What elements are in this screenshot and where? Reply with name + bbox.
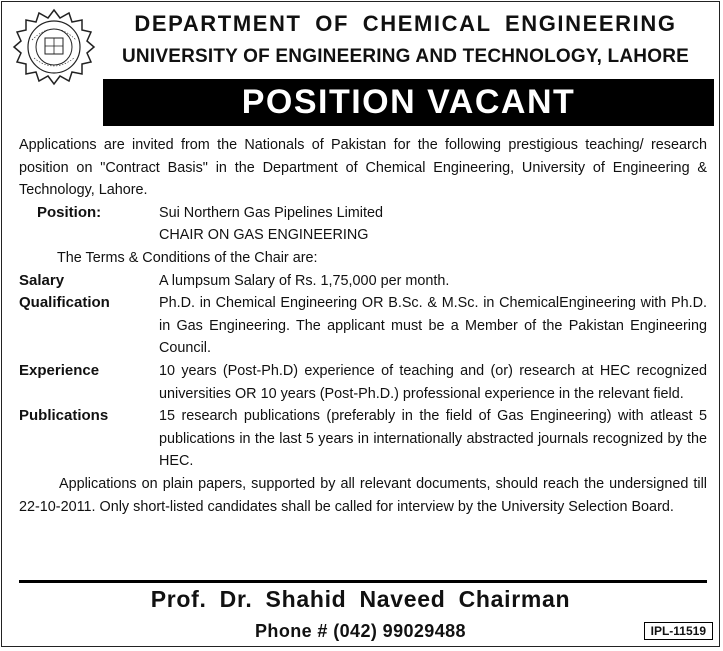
- phone-number: Phone # (042) 99029488: [255, 621, 466, 641]
- term-line: in the relevant field.: [558, 385, 684, 402]
- chairman-name: Prof. Dr. Shahid Naveed Chairman: [150, 586, 571, 612]
- position-value: [159, 202, 707, 247]
- term-line: 10 years (Post-Ph.D) experience of teaching and (or) research at HEC: [159, 362, 637, 379]
- ad-body: [19, 134, 707, 518]
- term-label: Salary: [19, 271, 65, 289]
- position-row: [19, 202, 707, 247]
- intro-paragraph: [19, 134, 707, 202]
- term-line: recognized universities OR 10 years (Post-Ph.D.) professional experience: [159, 362, 707, 402]
- term-label: Publications: [19, 407, 109, 425]
- position-chair: CHAIR ON GAS ENGINEERING: [159, 227, 369, 244]
- university-seal-icon: [12, 8, 96, 92]
- term-label: Qualification: [19, 294, 110, 312]
- term-line: atleast 5 publications in the last 5 years in internationally abstracted: [159, 408, 707, 447]
- term-experience: [19, 360, 707, 405]
- term-value: [159, 270, 707, 293]
- term-qualification: [19, 292, 707, 360]
- university-title: UNIVERSITY OF ENGINEERING AND TECHNOLOGY, LAHORE: [122, 46, 689, 67]
- term-value: [159, 360, 707, 405]
- closing-line: University Selection Board.: [501, 498, 674, 515]
- term-line: Pakistan Engineering Council.: [159, 317, 707, 357]
- header: [2, 2, 719, 78]
- term-salary: [19, 270, 707, 293]
- position-vacant-banner: POSITION VACANT: [103, 79, 714, 126]
- closing-line: undersigned till 22-10-2011. Only short-listed candidates shall be called for interview by the: [19, 475, 707, 515]
- closing-paragraph: [19, 473, 707, 518]
- position-label: Position:: [37, 203, 102, 221]
- terms-heading: The Terms & Conditions of the Chair are:: [57, 249, 318, 266]
- intro-line: Applications are invited from the Nationals of Pakistan for the following prestigious: [19, 137, 586, 153]
- term-publications: [19, 405, 707, 473]
- term-line: with Ph.D. in Gas Engineering. The applicant must be a Member of the: [159, 295, 707, 334]
- term-line: 15 research publications (preferably in the field of Gas Engineering) with: [159, 408, 651, 425]
- intro-line: University of Engineering & Technology, Lahore.: [19, 159, 708, 199]
- reference-code: IPL-11519: [644, 622, 713, 640]
- closing-line: Applications on plain papers, supported by all relevant documents, should reach the: [59, 475, 610, 492]
- department-title: DEPARTMENT OF CHEMICAL ENGINEERING: [134, 11, 677, 36]
- advertisement-page: [1, 1, 720, 647]
- term-value: [159, 292, 707, 360]
- position-sponsor: Sui Northern Gas Pipelines Limited: [159, 204, 383, 221]
- term-line: A lumpsum Salary of Rs. 1,75,000 per month.: [159, 272, 450, 289]
- intro-line: teaching/ research position on "Contract Basis" in the Department of Chemical Engineering,: [19, 137, 707, 176]
- term-line: Ph.D. in Chemical Engineering OR B.Sc. & M.Sc. in ChemicalEngineering: [159, 295, 641, 312]
- term-value: [159, 405, 707, 473]
- term-label: Experience: [19, 361, 100, 379]
- footer-divider: [19, 580, 707, 583]
- term-line: journals recognized by the HEC.: [159, 430, 707, 470]
